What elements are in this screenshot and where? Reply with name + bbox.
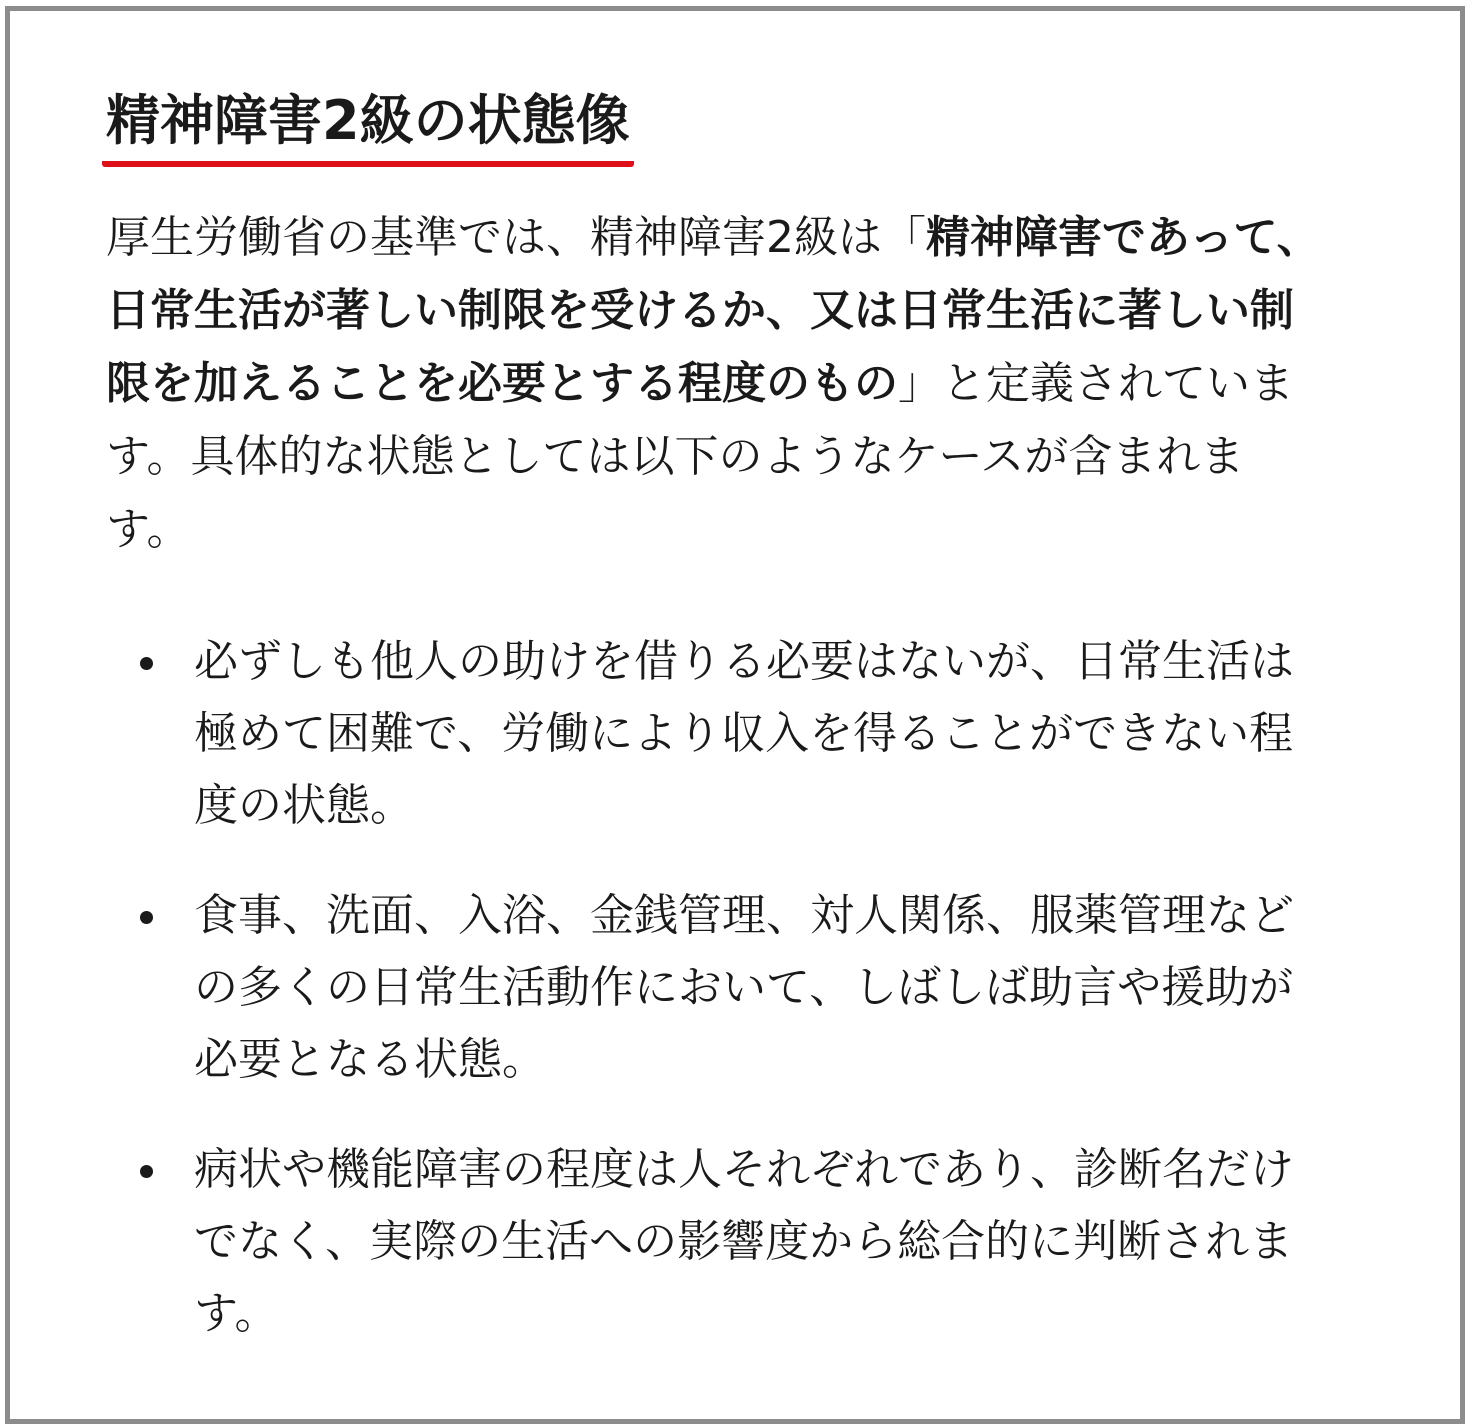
- article-section: [102, 89, 1332, 1388]
- bullet-icon: [140, 1165, 153, 1178]
- list-item-text: 食事、洗面、入浴、金銭管理、対人関係、服薬管理などの多くの日常生活動作において、しばしば助言や援助が必要となる状態。: [194, 890, 1294, 1085]
- list-item: [102, 626, 1319, 842]
- list-item-text: 病状や機能障害の程度は人それぞれであり、診断名だけでなく、実際の生活への影響度から総合的に判断されます。: [194, 1144, 1294, 1339]
- content-frame: [5, 6, 1465, 1424]
- intro-bold-definition: 精神障害であって、日常生活が著しい制限を受けるか、又は日常生活に著しい制限を加えることを必要とする程度のもの: [106, 212, 1321, 409]
- intro-text-start: 厚生労働省の基準では、精神障害2級は「: [106, 212, 926, 263]
- section-heading: 精神障害2級の状態像: [102, 89, 634, 167]
- bullet-icon: [140, 911, 153, 924]
- intro-text-end: 」と定義されています。具体的な状態としては以下のようなケースが含まれます。: [106, 358, 1294, 555]
- list-item: [102, 1134, 1319, 1350]
- bullet-icon: [140, 657, 153, 670]
- list-item: [102, 880, 1319, 1096]
- intro-paragraph: [106, 201, 1321, 566]
- bullet-list: [102, 626, 1332, 1350]
- list-item-text: 必ずしも他人の助けを借りる必要はないが、日常生活は極めて困難で、労働により収入を得ることができない程度の状態。: [194, 636, 1294, 831]
